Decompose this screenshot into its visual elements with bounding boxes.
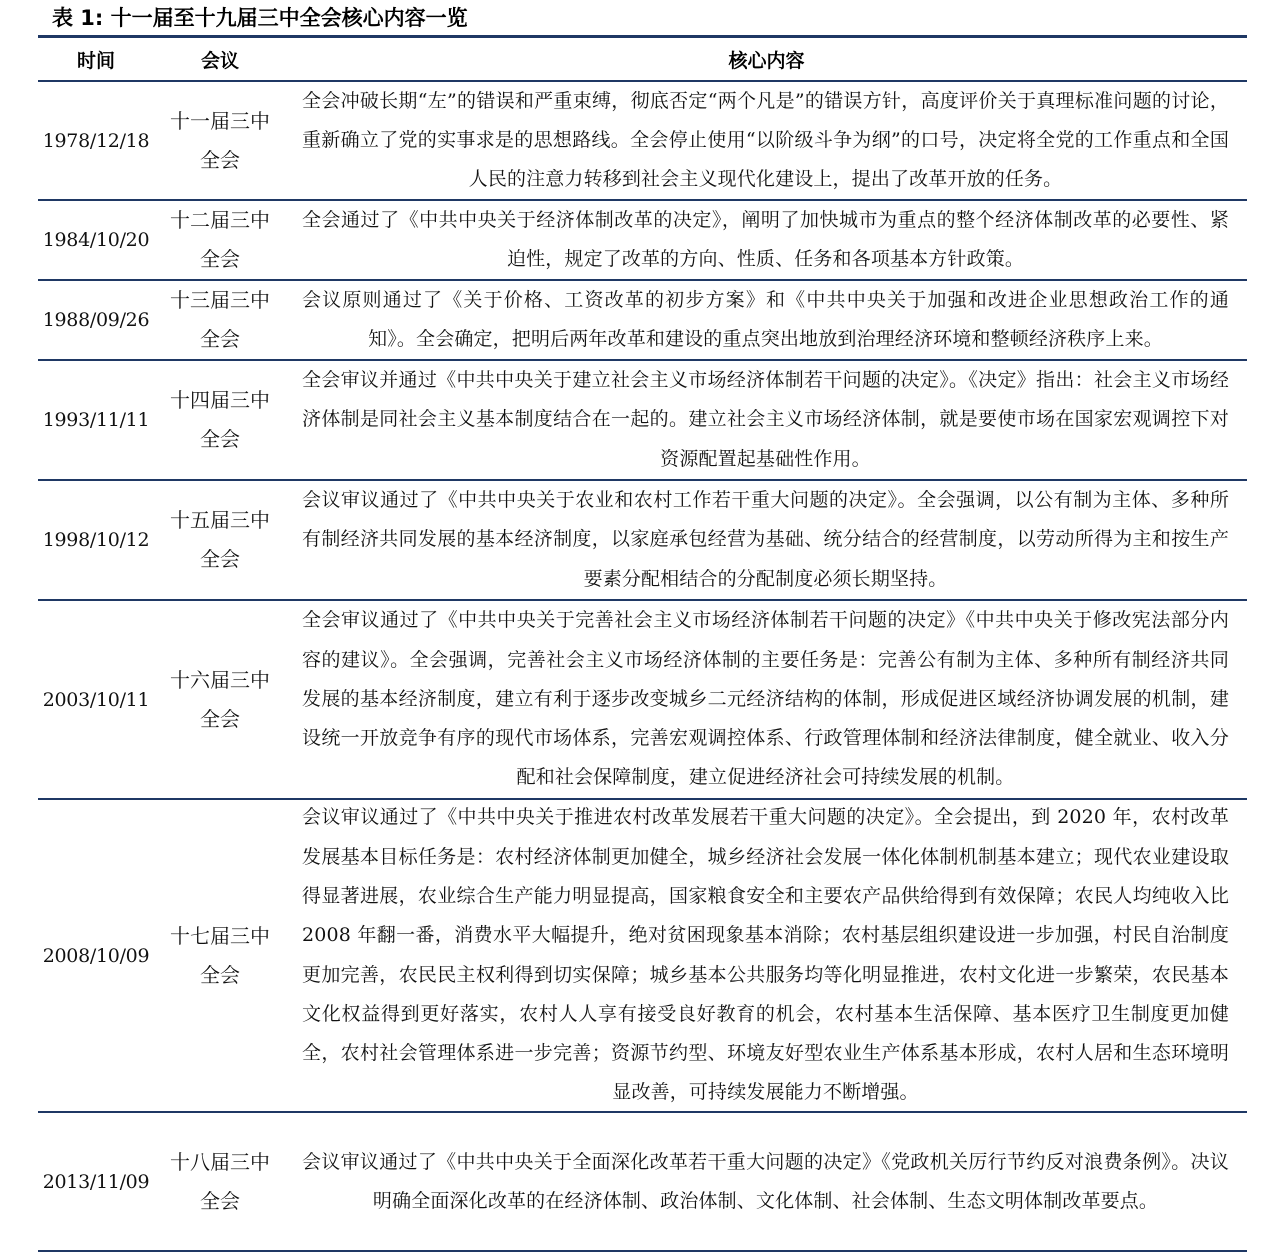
row-content: 会议审议通过了《中共中央关于全面深化改革若干重大问题的决定》《党政机关厉行节约反对浪费条例》。决议明确全面深化改革的在经济体制、政治体制、文化体制、社会体制、生态文明体制改革要点。	[302, 1150, 1229, 1212]
table-bottom-rule	[38, 1250, 1247, 1252]
header-meeting: 会议	[200, 49, 239, 72]
table-row	[38, 82, 1247, 199]
row-content: 会议原则通过了《关于价格、工资改革的初步方案》和《中共中央关于加强和改进企业思想政治工作的通知》。全会确定，把明后两年改革和建设的重点突出地放到治理经济环境和整顿经济秩序上来。	[302, 288, 1229, 350]
row-meeting-text: 十三届三中全会	[170, 288, 270, 351]
table-row	[38, 601, 1247, 798]
row-meeting	[154, 201, 286, 279]
table-header-row	[38, 38, 1247, 80]
table-body	[38, 82, 1247, 1251]
row-date: 1998/10/12	[42, 529, 150, 551]
summary-table	[38, 35, 1247, 1251]
row-meeting-text: 十四届三中全会	[170, 388, 270, 451]
table-row	[38, 800, 1247, 1111]
table-row	[38, 1113, 1247, 1251]
row-meeting-text: 十五届三中全会	[170, 508, 270, 571]
row-meeting	[154, 102, 286, 180]
row-date: 2008/10/09	[42, 944, 150, 967]
row-content: 全会冲破长期“左”的错误和严重束缚，彻底否定“两个凡是”的错误方针，高度评价关于真理标准问题的讨论，重新确立了党的实事求是的思想路线。全会停止使用“以阶级斗争为纲”的口号，决定将全党的工作重点和全国人民的注意力转移到社会主义现代化建设上，提出了改革开放的任务。	[302, 89, 1229, 191]
row-meeting	[154, 501, 286, 579]
table-row	[38, 481, 1247, 599]
row-meeting-text: 十七届三中全会	[170, 923, 270, 987]
row-date: 1978/12/18	[42, 129, 150, 152]
row-meeting	[154, 1143, 286, 1221]
table-caption: 表 1: 十一届至十九届三中全会核心内容一览	[52, 6, 468, 30]
table-row	[38, 281, 1247, 359]
row-content: 全会审议并通过《中共中央关于建立社会主义市场经济体制若干问题的决定》。《决定》指出：社会主义市场经济体制是同社会主义基本制度结合在一起的。建立社会主义市场经济体制，就是要使市场在国家宏观调控下对资源配置起基础性作用。	[302, 369, 1229, 470]
table-row	[38, 201, 1247, 279]
row-meeting	[154, 661, 286, 739]
row-meeting-text: 十六届三中全会	[170, 667, 270, 731]
row-meeting	[154, 381, 286, 459]
row-content: 会议审议通过了《中共中央关于推进农村改革发展若干重大问题的决定》。全会提出，到 2020 年，农村改革发展基本目标任务是：农村经济体制更加健全，城乡经济社会发展一体化体制机制基本建立；现代农业建设取得显著进展，农业综合生产能力明显提高，国家粮食安全和主要农产品供给得到有效保障；农民人均纯收入比 2008 年翻一番，消费水平大幅提升，绝对贫困现象基本消除；农村基层组织建设进一步加强，村民自治制度更加完善，农民民主权利得到切实保障；城乡基本公共服务均等化明显推进，农村文化进一步繁荣，农民基本文化权益得到更好落实，农村人人享有接受良好教育的机会，农村基本生活保障、基本医疗卫生制度更加健全，农村社会管理体系进一步完善；资源节约型、环境友好型农业生产体系基本形成，农村人居和生态环境明显改善，可持续发展能力不断增强。	[302, 806, 1229, 1104]
row-date: 2003/10/11	[42, 688, 150, 711]
table-row	[38, 361, 1247, 479]
row-meeting	[154, 281, 286, 359]
row-date: 1988/09/26	[42, 309, 150, 331]
row-content: 全会通过了《中共中央关于经济体制改革的决定》，阐明了加快城市为重点的整个经济体制改革的必要性、紧迫性，规定了改革的方向、性质、任务和各项基本方针政策。	[302, 208, 1229, 270]
row-meeting	[154, 917, 286, 995]
row-content: 全会审议通过了《中共中央关于完善社会主义市场经济体制若干问题的决定》《中共中央关于修改宪法部分内容的建议》。全会强调，完善社会主义市场经济体制的主要任务是：完善公有制为主体、多种所有制经济共同发展的基本经济制度，建立有利于逐步改变城乡二元经济结构的体制，形成促进区域经济协调发展的机制，建设统一开放竞争有序的现代市场体系，完善宏观调控体系、行政管理体制和经济法律制度，健全就业、收入分配和社会保障制度，建立促进经济社会可持续发展的机制。	[302, 609, 1229, 789]
row-meeting-text: 十八届三中全会	[170, 1150, 270, 1213]
row-date: 1984/10/20	[42, 229, 150, 251]
row-date: 1993/11/11	[42, 409, 150, 431]
row-meeting-text: 十一届三中全会	[170, 108, 270, 172]
header-date: 时间	[76, 49, 115, 72]
row-meeting-text: 十二届三中全会	[170, 208, 270, 271]
header-content: 核心内容	[728, 49, 805, 72]
row-date: 2013/11/09	[42, 1171, 150, 1193]
row-content: 会议审议通过了《中共中央关于农业和农村工作若干重大问题的决定》。全会强调，以公有制为主体、多种所有制经济共同发展的基本经济制度，以家庭承包经营为基础、统分结合的经营制度，以劳动所得为主和按生产要素分配相结合的分配制度必须长期坚持。	[302, 489, 1229, 590]
